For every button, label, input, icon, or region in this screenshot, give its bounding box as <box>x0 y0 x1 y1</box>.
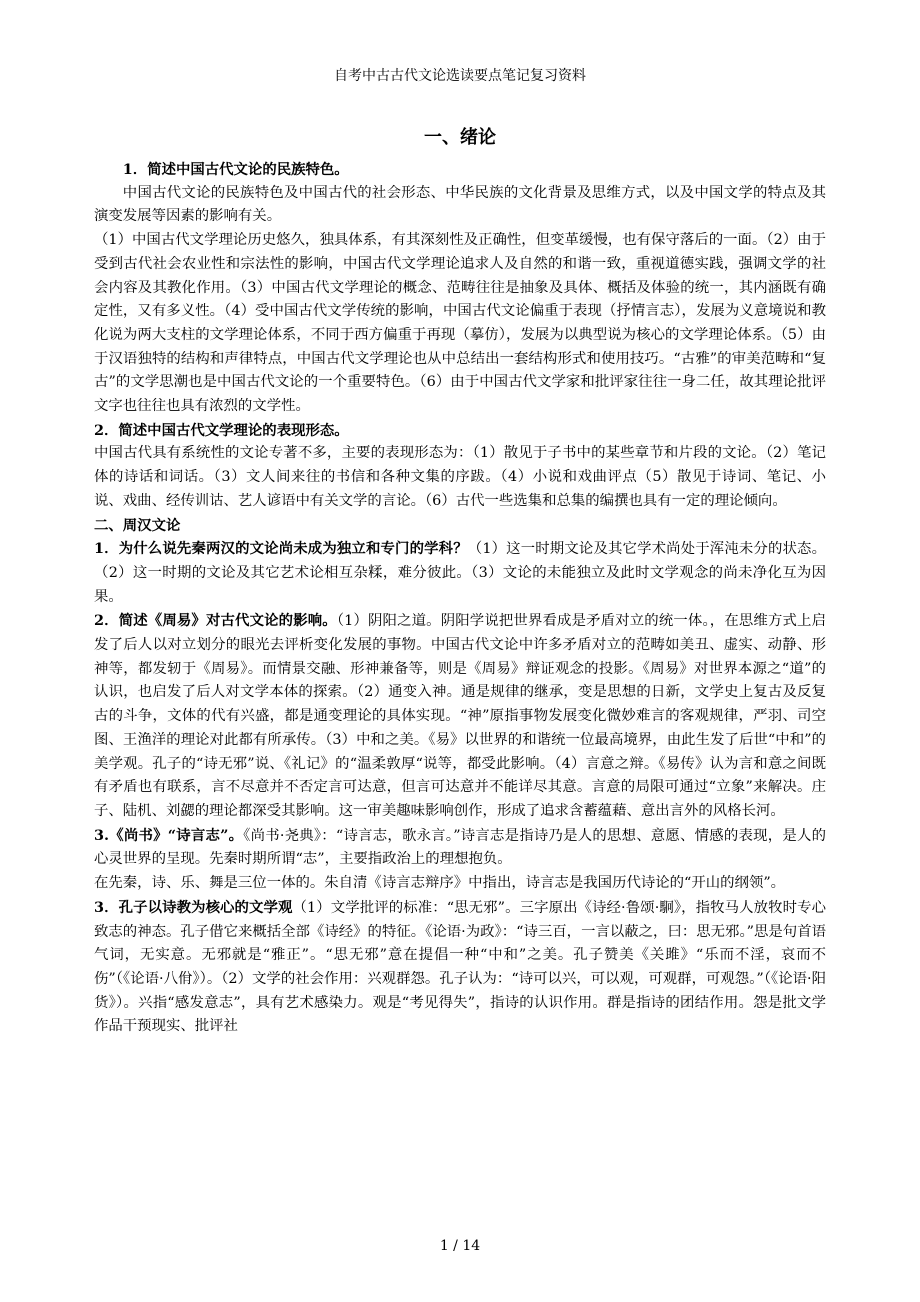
question-title: 1．简述中国古代文论的民族特色。 <box>122 161 349 178</box>
question-title: 1．为什么说先秦两汉的文论尚未成为独立和专门的学科？ <box>94 540 468 558</box>
document-body <box>94 124 826 1039</box>
paragraph: 中国古代具有系统性的文论专著不多，主要的表现形态为：（1）散见于子书中的某些章节和片段的文论。（2）笔记体的诗话和词话。（3）文人间来往的书信和各种文集的序跋。（4）小说和戏曲评点（5）散见于诗词、笔记、小说、戏曲、经传训诂、艺人谚语中有关文学的言论。（6）古代一些选集和总集的编撰也具有一定的理论倾向。 <box>94 445 826 509</box>
running-header: 自考中古古代文论选读要点笔记复习资料 <box>334 68 586 84</box>
answer-text: （1）这一时期文论及其它学术尚处于浑沌未分的状态。（2）这一时期的文论及其它艺术论相互杂糅，难分彼此。（3）文论的未能独立及此时文学观念的尚未净化互为因果。 <box>94 541 826 605</box>
paragraph: 在先秦，诗、乐、舞是三位一体的。朱自清《诗言志辩序》中指出，诗言志是我国历代诗论的“开山的纲领”。 <box>94 875 786 892</box>
answer-text: （1）阴阳之道。阴阳学说把世界看成是矛盾对立的统一体。，在思维方式上启发了后人以对立划分的眼光去评析变化发展的事物。中国古代文论中许多矛盾对立的范畴如美丑、虚实、动静、形神等，都发轫于《周易》。而情景交融、形神兼备等，则是《周易》辩证观念的投影。《周易》对世界本源之“道”的认识，也启发了后人对文学本体的探索。（2）通变入神。通是规律的继承，变是思想的日新，文学史上复古及反复古的斗争，文体的代有兴盛，都是通变理论的具体实现。“神”原指事物发展变化微妙难言的客观规律，严羽、司空图、王渔洋的理论对此都有所承传。（3）中和之美。《易》以世界的和谐统一位最高境界，由此生发了后世“中和”的美学观。孔子的“诗无邪”说、《礼记》的“温柔敦厚“说等，都受此影响。（4）言意之辩。《易传》认为言和意之间既有矛盾也有联系，言不尽意并不否定言可达意，但言可达意并不能详尽其意。言意的局限可通过“立象”来解决。庄子、陆机、刘勰的理论都深受其影响。这一审美趣味影响创作，形成了追求含蓄蕴藉、意出言外的风格长河。 <box>94 613 826 819</box>
question-title: 3．孔子以诗教为核心的文学观 <box>94 898 293 916</box>
paragraph: （1）中国古代文学理论历史悠久，独具体系，有其深刻性及正确性，但变革缓慢，也有保守落后的一面。（2）由于受到古代社会农业性和宗法性的影响，中国古代文学理论追求人及自然的和谐一致，重视道德实践，强调文学的社会内容及其教化作用。（3）中国古代文学理论的概念、范畴往往是抽象及具体、概括及体验的统一，其内涵既有确定性，又有多义性。（4）受中国古代文学传统的影响，中国古代文论偏重于表现（抒情言志），发展为义意境说和教化说为两大支柱的文学理论体系，不同于西方偏重于再现（摹仿），发展为以典型说为核心的文学理论体系。（5）由于汉语独特的结构和声律特点，中国古代文学理论也从中总结出一套结构形式和使用技巧。“古雅”的审美范畴和“复古”的文学思潮也是中国古代文论的一个重要特色。（6）由于中国古代文学家和批评家往往一身二任，故其理论批评文字也往往也具有浓烈的文学性。 <box>94 232 826 415</box>
section-heading-zhouhan: 二、周汉文论 <box>94 516 181 534</box>
question-title: 3.《尚书》“诗言志”。 <box>94 826 244 844</box>
page-number: 1 / 14 <box>439 1238 481 1254</box>
paragraph <box>94 896 826 1039</box>
paragraph <box>94 537 826 609</box>
answer-text: 《尚书·尧典》：“诗言志，歌永言。”诗言志是指诗乃是人的思想、意愿、情感的表现，是人的心灵世界的呈现。先秦时期所谓“志”，主要指政治上的理想抱负。 <box>94 827 826 868</box>
paragraph: 中国古代文论的民族特色及中国古代的社会形态、中华民族的文化背景及思维方式，以及中国文学的特点及其演变发展等因素的影响有关。 <box>94 184 826 225</box>
paragraph <box>94 824 826 872</box>
answer-text: （1）文学批评的标准：“思无邪”。三字原出《诗经·鲁颂·駉》，指牧马人放牧时专心致志的神态。孔子借它来概括全部《诗经》的特征。《论语·为政》：“诗三百，一言以蔽之，曰：思无邪。”思是句首语气词，无实意。无邪就是“雅正”。“思无邪”意在提倡一种“中和”之美。孔子赞美《关雎》“乐而不淫，哀而不伤”（《论语·八佾》）。（2）文学的社会作用：兴观群怨。孔子认为：“诗可以兴，可以观，可观群，可观怨。”（《论语·阳货》）。兴指“感发意志”，具有艺术感染力。观是“考见得失”，指诗的认识作用。群是指诗的团结作用。怨是批文学作品干预现实、批评社 <box>94 899 827 1035</box>
paragraph <box>94 609 826 823</box>
question-title: 2．简述《周易》对古代文论的影响。 <box>94 612 337 630</box>
question-title: 2．简述中国古代文学理论的表现形态。 <box>94 421 349 439</box>
section-heading-intro: 一、绪论 <box>424 127 496 148</box>
